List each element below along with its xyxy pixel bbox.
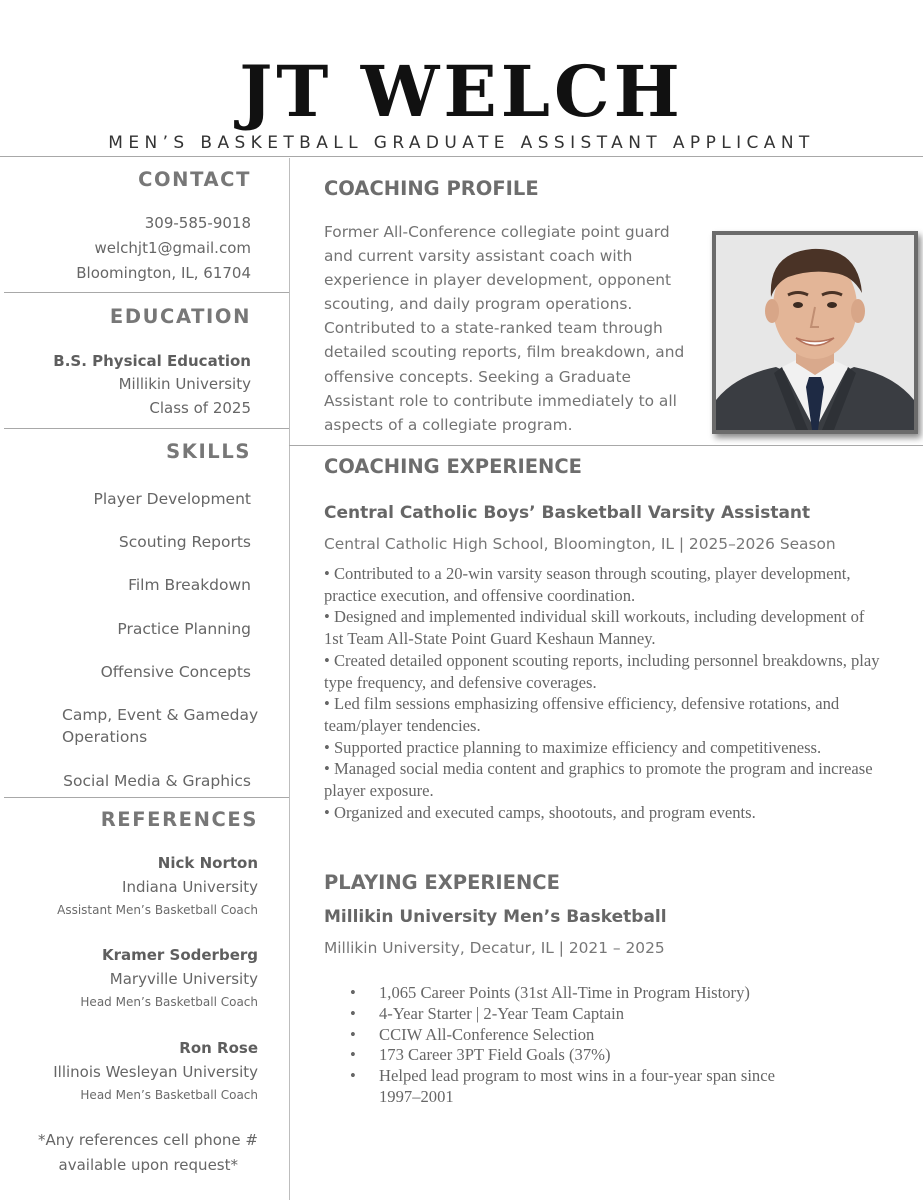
reference-name: Kramer Soderberg	[101, 946, 258, 964]
coaching-bullet: • Supported practice planning to maximize efficiency and competitiveness.	[324, 737, 822, 757]
education-divider	[4, 428, 289, 429]
playing-bullet: • Helped lead program to most wins in a four-year span since 1997–2001	[350, 1066, 775, 1106]
bullet-icon: •	[350, 983, 356, 1002]
skill-item: Scouting Reports	[118, 533, 251, 551]
headshot-image	[716, 235, 914, 430]
bullet-icon: •	[350, 1045, 356, 1065]
coaching-bullet: • Created detailed opponent scouting reports, including personnel breakdowns, play type frequency, and defensive coverages.	[324, 650, 880, 692]
contact-email: welchjt1@gmail.com	[94, 239, 251, 257]
reference-org: Maryville University	[109, 970, 258, 988]
reference-title: Head Men’s Basketball Coach	[80, 995, 258, 1009]
applicant-name: JT WELCH	[239, 50, 684, 133]
profile-text: Former All-Conference collegiate point guard and current varsity assistant coach with experience in player development, opponent scouting, and daily program operations. Contributed to a state-ranked team through detailed scouting reports, film breakdown, and offensive concepts. Seeking a Graduate Assistant role to contribute immediately to all aspects of a collegiate program.	[324, 223, 685, 434]
references-note: available upon request*	[58, 1156, 238, 1174]
bullet-icon: •	[350, 1066, 356, 1086]
skill-item: Film Breakdown	[128, 576, 251, 594]
coaching-place: Central Catholic High School, Bloomington, IL | 2025–2026 Season	[324, 535, 836, 553]
skills-divider	[4, 797, 289, 798]
column-divider	[289, 158, 290, 1200]
reference-name: Ron Rose	[179, 1039, 258, 1057]
profile-divider	[289, 445, 923, 446]
references-note: *Any references cell phone #	[38, 1131, 258, 1149]
coaching-bullets	[324, 563, 884, 823]
coaching-bullet: • Contributed to a 20-win varsity season through scouting, player development, practice execution, and offensive coordination.	[324, 564, 851, 605]
contact-divider	[4, 292, 289, 293]
education-heading: EDUCATION	[109, 305, 251, 328]
applicant-subtitle: MEN’S BASKETBALL GRADUATE ASSISTANT APPLICANT	[108, 133, 815, 153]
playing-bullets	[350, 983, 850, 1108]
coaching-role: Central Catholic Boys’ Basketball Varsity Assistant	[324, 503, 811, 523]
playing-place: Millikin University, Decatur, IL | 2021 – 2025	[324, 939, 665, 957]
profile-heading: COACHING PROFILE	[324, 177, 539, 200]
reference-name: Nick Norton	[157, 854, 258, 872]
skill-item: Camp, Event & Gameday Operations	[62, 706, 259, 746]
coaching-heading: COACHING EXPERIENCE	[324, 455, 582, 478]
playing-bullet: • 4-Year Starter | 2-Year Team Captain	[350, 1003, 625, 1023]
contact-location: Bloomington, IL, 61704	[76, 264, 251, 282]
education-degree: B.S. Physical Education	[53, 352, 251, 370]
contact-heading: CONTACT	[138, 168, 251, 191]
skills-heading: SKILLS	[166, 440, 251, 463]
skill-item: Social Media & Graphics	[63, 772, 251, 790]
playing-bullet: • 1,065 Career Points (31st All-Time in Program History)	[350, 983, 750, 1002]
education-class: Class of 2025	[149, 399, 251, 417]
playing-bullet: • CCIW All-Conference Selection	[350, 1024, 595, 1044]
contact-phone: 309-585-9018	[144, 214, 251, 232]
education-school: Millikin University	[118, 375, 251, 393]
coaching-bullet: • Led film sessions emphasizing offensive efficiency, defensive rotations, and team/player tendencies.	[324, 694, 840, 735]
bullet-icon: •	[350, 1024, 356, 1044]
coaching-bullet: • Organized and executed camps, shootouts, and program events.	[324, 802, 756, 822]
references-heading: REFERENCES	[100, 808, 258, 831]
skill-item: Player Development	[93, 490, 251, 508]
reference-title: Head Men’s Basketball Coach	[80, 1088, 258, 1102]
header-rule	[0, 156, 923, 157]
coaching-bullet: • Designed and implemented individual skill workouts, including development of 1st Team All-State Point Guard Keshaun Manney.	[324, 607, 865, 649]
reference-title: Assistant Men’s Basketball Coach	[57, 903, 258, 917]
playing-bullet: • 173 Career 3PT Field Goals (37%)	[350, 1045, 611, 1065]
playing-team: Millikin University Men’s Basketball	[324, 907, 667, 927]
reference-org: Illinois Wesleyan University	[53, 1063, 258, 1081]
coaching-bullet: • Managed social media content and graphics to promote the program and increase player exposure.	[324, 759, 873, 801]
reference-org: Indiana University	[122, 878, 258, 896]
playing-heading: PLAYING EXPERIENCE	[324, 871, 560, 894]
skill-item: Practice Planning	[117, 620, 251, 638]
bullet-icon: •	[350, 1003, 356, 1023]
headshot-photo	[712, 231, 918, 434]
skill-item: Offensive Concepts	[100, 663, 251, 681]
